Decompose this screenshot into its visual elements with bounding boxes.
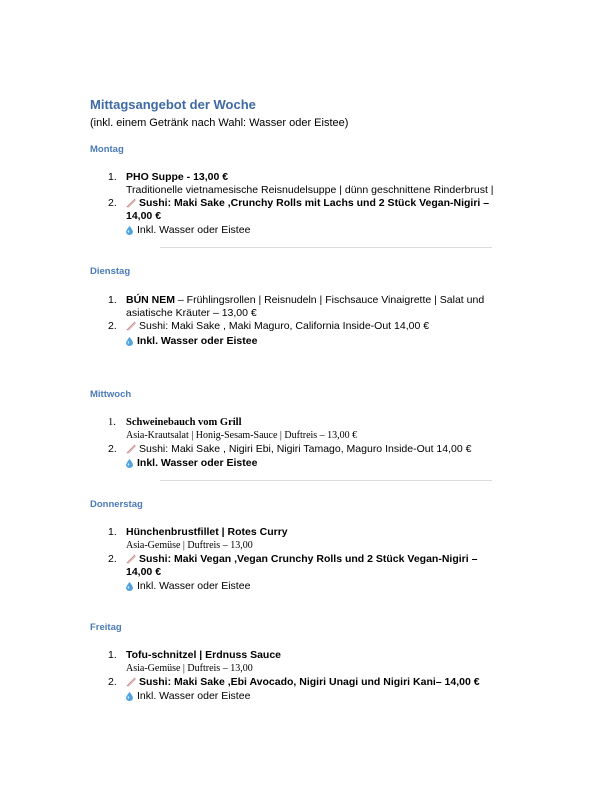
separator-line [160,480,492,481]
sushi-price: 14,00 € [126,210,162,222]
chopsticks-icon [126,198,136,208]
day-heading-freitag: Freitag [90,622,122,633]
dish-description: – Frühlingsrollen | Reisnudeln | Fischsauce Vinaigrette | Salat und [175,294,485,306]
drink-note-freitag [126,690,250,703]
item-number: 1. [108,294,117,306]
page-title: Mittagsangebot der Woche [90,97,256,112]
sushi-text: Sushi: Maki Sake ,Ebi Avocado, Nigiri Unagi und Nigiri Kani– 14,00 € [139,676,480,688]
item-number: 2. [108,197,117,209]
water-drop-icon [126,582,133,591]
item-number: 2. [108,320,117,332]
day-heading-dienstag: Dienstag [90,266,131,277]
dish-title: PHO Suppe - 13,00 € [126,171,229,183]
dish-description: Asia-Krautsalat | Honig-Sesam-Sauce | Duftreis – 13,00 € [126,430,358,441]
day-heading-montag: Montag [90,144,124,155]
dish-description-cont: asiatische Kräuter – 13,00 € [126,307,257,319]
sushi-text: Sushi: Maki Vegan ,Vegan Crunchy Rolls und 2 Stück Vegan-Nigiri – [139,553,478,565]
chopsticks-icon [126,677,136,687]
water-drop-icon [126,692,133,701]
drink-text: Inkl. Wasser oder Eistee [137,580,251,592]
drink-text: Inkl. Wasser oder Eistee [137,690,251,702]
item-number: 2. [108,676,117,688]
chopsticks-icon [126,554,136,564]
dish-description: Traditionelle vietnamesische Reisnudelsuppe | dünn geschnittene Rinderbrust | [126,184,494,196]
water-drop-icon [126,226,133,235]
drink-note-montag [126,224,250,237]
drink-note-dienstag [126,335,257,348]
dish-title: Hünchenbrustfillet | Rotes Curry [126,526,288,538]
sushi-text: Sushi: Maki Sake , Nigiri Ebi, Nigiri Tamago, Maguro Inside-Out 14,00 € [139,443,472,455]
item-number: 2. [108,553,117,565]
drink-text: Inkl. Wasser oder Eistee [137,335,258,347]
item-number: 2. [108,443,117,455]
item-number: 1. [108,649,117,661]
day-heading-donnerstag: Donnerstag [90,499,143,510]
chopsticks-icon [126,444,136,454]
item-number: 1. [108,171,117,183]
sushi-price: 14,00 € [126,566,162,578]
dish-description: Asia-Gemüse | Duftreis – 13,00 [126,663,253,674]
item-number: 1. [108,417,116,428]
page-subtitle: (inkl. einem Getränk nach Wahl: Wasser oder Eistee) [90,117,349,129]
sushi-text: Sushi: Maki Sake , Maki Maguro, California Inside-Out 14,00 € [139,320,430,332]
water-drop-icon [126,337,133,346]
dish-title: BÚN NEM [126,294,175,306]
drink-text: Inkl. Wasser oder Eistee [137,457,258,469]
water-drop-icon [126,459,133,468]
dish-title: Tofu-schnitzel | Erdnuss Sauce [126,649,282,661]
dish-description: Asia-Gemüse | Duftreis – 13,00 [126,540,253,551]
sushi-text: Sushi: Maki Sake ,Crunchy Rolls mit Lachs und 2 Stück Vegan-Nigiri – [139,197,490,209]
separator-line [160,247,492,248]
drink-text: Inkl. Wasser oder Eistee [137,224,251,236]
chopsticks-icon [126,321,136,331]
drink-note-mittwoch [126,457,257,470]
dish-title: Schweinebauch vom Grill [126,417,242,428]
drink-note-donnerstag [126,580,250,593]
day-heading-mittwoch: Mittwoch [90,389,132,400]
item-number: 1. [108,526,117,538]
